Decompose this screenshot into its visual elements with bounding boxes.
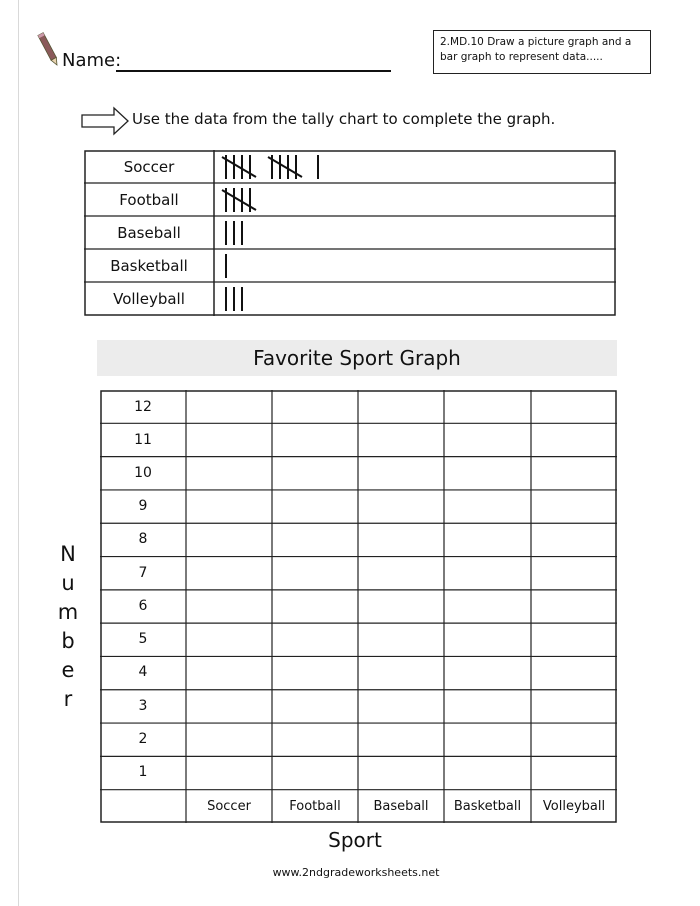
y-axis-title-letter: u	[61, 571, 75, 595]
y-axis-title-letter: e	[61, 658, 75, 682]
arrow-right-icon	[80, 106, 130, 136]
tally-marks-volleyball	[226, 287, 242, 311]
x-label-basketball: Basketball	[453, 799, 522, 814]
page-edge-line	[18, 0, 19, 906]
tally-marks-baseball	[226, 221, 242, 245]
y-label-7: 7	[138, 564, 148, 581]
footer-url: www.2ndgradeworksheets.net	[272, 866, 440, 879]
tally-label-basketball: Basketball	[110, 256, 188, 275]
pencil-icon	[36, 30, 62, 70]
graph-grid	[100, 390, 617, 823]
tally-label-volleyball: Volleyball	[113, 289, 185, 308]
y-label-8: 8	[138, 530, 148, 547]
x-label-baseball: Baseball	[373, 799, 429, 814]
y-axis-title-letter: b	[61, 629, 75, 653]
y-label-12: 12	[134, 398, 152, 415]
x-label-football: Football	[289, 799, 341, 814]
y-label-3: 3	[138, 697, 148, 714]
instruction-text: Use the data from the tally chart to complete the graph.	[132, 110, 556, 128]
y-axis-title	[50, 540, 86, 714]
tally-marks-soccer	[222, 155, 318, 179]
tally-marks-football	[222, 188, 256, 212]
x-axis-title: Sport	[328, 828, 382, 852]
y-label-1: 1	[138, 763, 148, 780]
tally-label-soccer: Soccer	[123, 157, 175, 176]
y-label-9: 9	[138, 497, 148, 514]
y-label-4: 4	[138, 663, 148, 680]
y-axis-title-letter: N	[60, 542, 76, 566]
x-label-volleyball: Volleyball	[542, 799, 606, 814]
y-label-2: 2	[138, 730, 148, 747]
tally-label-football: Football	[119, 190, 179, 209]
y-label-10: 10	[134, 464, 152, 481]
y-label-11: 11	[134, 431, 152, 448]
tally-label-baseball: Baseball	[117, 223, 181, 242]
graph-title-text: Favorite Sport Graph	[253, 346, 461, 370]
standard-box	[433, 30, 651, 74]
tally-table	[84, 150, 616, 316]
standard-text: 2.MD.10 Draw a picture graph and a bar graph to represent data.....	[440, 36, 632, 63]
name-write-line[interactable]	[116, 70, 391, 72]
y-label-5: 5	[138, 630, 148, 647]
graph-title	[97, 340, 617, 376]
x-label-soccer: Soccer	[207, 799, 251, 814]
y-axis-title-letter: m	[57, 600, 79, 624]
name-label: Name:	[62, 50, 122, 71]
y-axis-title-letter: r	[63, 687, 73, 711]
y-label-6: 6	[138, 597, 148, 614]
